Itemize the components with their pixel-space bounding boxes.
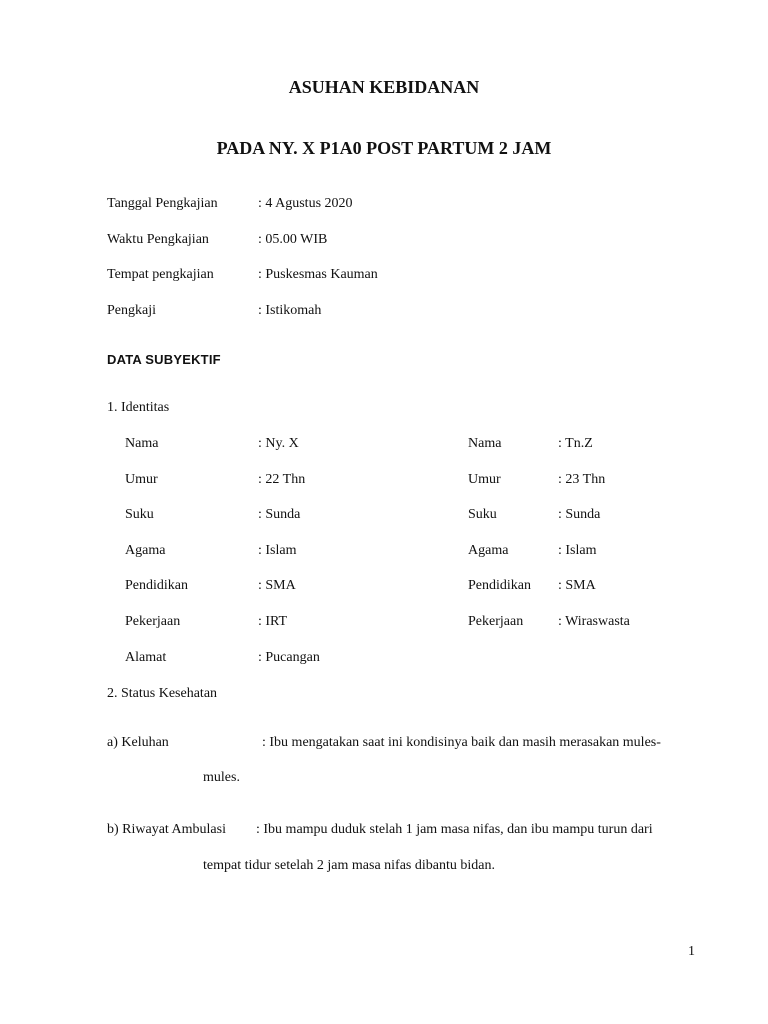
patient-label: Nama xyxy=(125,436,159,451)
patient-label: Agama xyxy=(125,543,166,558)
husband-label: Agama xyxy=(468,543,509,558)
husband-value: : Tn.Z xyxy=(558,436,593,451)
patient-value: : Pucangan xyxy=(258,650,320,665)
patient-value: : Sunda xyxy=(258,507,301,522)
document-subtitle: PADA NY. X P1A0 POST PARTUM 2 JAM xyxy=(216,138,552,158)
patient-value: : Ny. X xyxy=(258,436,299,451)
patient-value: : Islam xyxy=(258,543,297,558)
patient-value: : IRT xyxy=(258,614,288,629)
field-label-tempat: Tempat pengkajian xyxy=(107,267,214,282)
field-label-pengkaji: Pengkaji xyxy=(107,303,156,318)
patient-label: Pendidikan xyxy=(125,578,188,593)
keluhan-label: a) Keluhan xyxy=(107,735,169,750)
patient-label: Pekerjaan xyxy=(125,614,181,629)
husband-label: Umur xyxy=(468,472,501,487)
husband-value: : 23 Thn xyxy=(558,472,606,487)
page-number: 1 xyxy=(688,944,695,959)
ambulasi-text-line2: tempat tidur setelah 2 jam masa nifas dibantu bidan. xyxy=(203,858,495,873)
keluhan-text-line2: mules. xyxy=(203,770,240,785)
patient-label: Suku xyxy=(125,507,154,522)
field-value-tanggal: : 4 Agustus 2020 xyxy=(258,196,353,211)
field-label-tanggal: Tanggal Pengkajian xyxy=(107,196,218,211)
section-heading-subjective: DATA SUBYEKTIF xyxy=(107,352,221,367)
ambulasi-label: b) Riwayat Ambulasi xyxy=(107,822,226,837)
document-title: ASUHAN KEBIDANAN xyxy=(288,77,480,97)
patient-value: : SMA xyxy=(258,578,296,593)
husband-label: Nama xyxy=(468,436,502,451)
husband-label: Suku xyxy=(468,507,497,522)
husband-label: Pendidikan xyxy=(468,578,531,593)
field-value-waktu: : 05.00 WIB xyxy=(258,232,328,247)
husband-value: : Sunda xyxy=(558,507,601,522)
field-label-waktu: Waktu Pengkajian xyxy=(107,232,209,247)
patient-value: : 22 Thn xyxy=(258,472,306,487)
field-value-pengkaji: : Istikomah xyxy=(258,303,322,318)
husband-label: Pekerjaan xyxy=(468,614,524,629)
ambulasi-text-line1: : Ibu mampu duduk stelah 1 jam masa nifas, dan ibu mampu turun dari xyxy=(256,822,653,837)
field-value-tempat: : Puskesmas Kauman xyxy=(258,267,378,282)
husband-value: : Islam xyxy=(558,543,597,558)
keluhan-text-line1: : Ibu mengatakan saat ini kondisinya baik dan masih merasakan mules- xyxy=(262,735,661,750)
patient-label: Umur xyxy=(125,472,158,487)
patient-label: Alamat xyxy=(125,650,167,665)
husband-value: : Wiraswasta xyxy=(558,614,630,629)
status-heading: 2. Status Kesehatan xyxy=(107,686,218,701)
husband-value: : SMA xyxy=(558,578,596,593)
identitas-heading: 1. Identitas xyxy=(107,400,170,415)
